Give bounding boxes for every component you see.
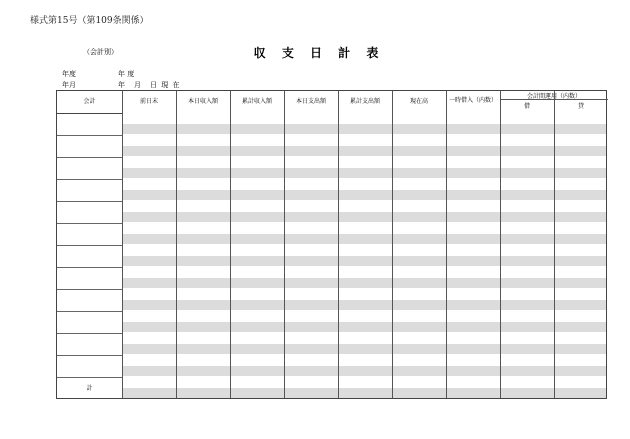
table-row	[57, 223, 606, 246]
table-row	[57, 355, 606, 378]
table-header-row	[57, 91, 606, 114]
row-lower-band	[122, 124, 606, 134]
header-cumulative-income: 累計収入額	[241, 98, 272, 105]
table-row	[57, 333, 606, 356]
table-row	[57, 157, 606, 180]
row-lower-band	[122, 234, 606, 244]
header-previous-day: 前日末	[139, 98, 158, 105]
header-lend: 貸	[577, 103, 584, 110]
header-today-expense: 本日支出額	[295, 98, 326, 105]
table-row	[57, 135, 606, 158]
row-lower-band	[122, 278, 606, 288]
row-lower-band	[122, 256, 606, 266]
row-lower-band	[122, 190, 606, 200]
header-current-balance: 現在高	[409, 98, 428, 105]
page-title: 収 支 日 計 表	[253, 46, 385, 60]
total-label: 計	[86, 385, 93, 392]
table-row	[57, 201, 606, 224]
row-lower-band	[122, 300, 606, 310]
row-lower-band	[122, 168, 606, 178]
date-value-label: 年 月 日 現 在	[118, 81, 181, 89]
table-row	[57, 311, 606, 334]
header-inter-account: 会計間運用（内数）	[526, 93, 581, 100]
subtitle: （会計別）	[83, 48, 118, 56]
date-label: 年月	[62, 81, 76, 89]
year-label: 年度	[62, 70, 76, 78]
total-row	[57, 377, 606, 399]
year-value-label: 年 度	[118, 70, 135, 78]
row-lower-band	[122, 212, 606, 222]
form-number: 様式第15号（第109条関係）	[30, 16, 149, 26]
header-account: 会計	[83, 98, 96, 105]
row-lower-band	[122, 366, 606, 376]
row-lower-band	[122, 388, 606, 398]
table-row	[57, 267, 606, 290]
table-row	[57, 113, 606, 136]
table-row	[57, 179, 606, 202]
row-lower-band	[122, 322, 606, 332]
row-lower-band	[122, 146, 606, 156]
header-today-income: 本日収入額	[187, 98, 218, 105]
header-cumulative-expense: 累計支出額	[349, 98, 380, 105]
table-row	[57, 245, 606, 268]
header-borrow: 借	[523, 103, 530, 110]
daily-balance-table	[56, 90, 607, 399]
table-row	[57, 289, 606, 312]
header-temporary-borrowing: 一時借入（内数）	[449, 97, 498, 104]
row-lower-band	[122, 344, 606, 354]
